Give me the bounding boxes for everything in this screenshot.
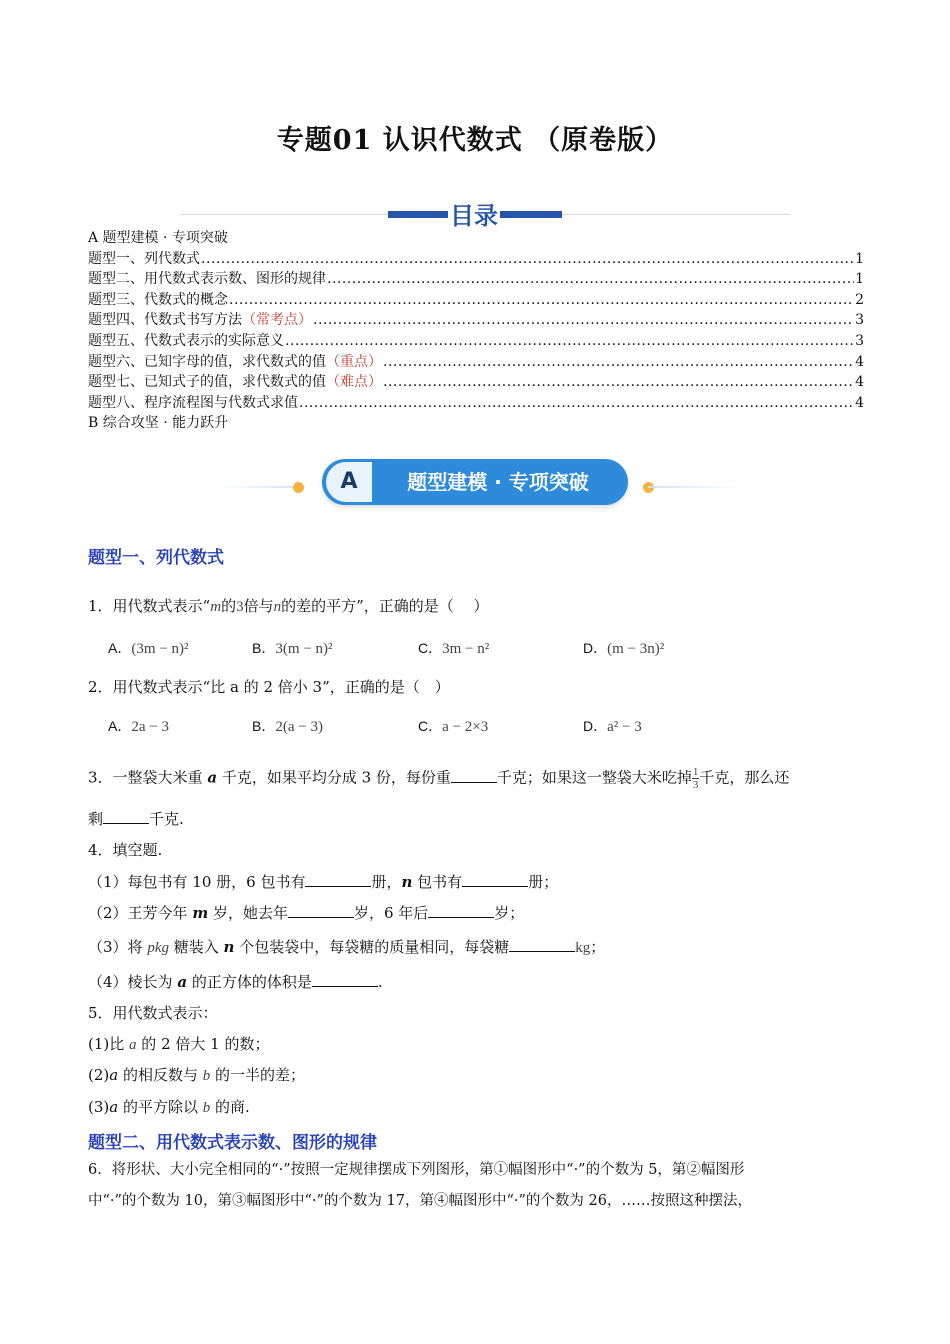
q4-part-4: （4）棱长为 a 的正方体的体积是 . (88, 973, 383, 991)
answer-blank[interactable] (305, 871, 371, 887)
answer-blank[interactable] (451, 767, 497, 783)
toc-item[interactable]: 题型二、用代数式表示数、图形的规律 ..... 1 (88, 269, 864, 290)
fraction-one-third: $\frac{1}{3}$ (692, 766, 699, 791)
q1-option-a[interactable]: A．(3m − n)² (108, 640, 189, 657)
toc-item[interactable]: 题型一、列代数式 ..... 1 (88, 249, 864, 270)
q5-part-2: (2)a 的相反数与 b 的一半的差； (88, 1066, 306, 1084)
banner-text: 题型建模 · 专项突破 (407, 470, 589, 494)
q5-part-3: (3)a 的平方除以 b 的商. (88, 1098, 250, 1116)
q4-part-1: （1）每包书有 10 册，6 包书有 册，n 包书有 册； (88, 873, 559, 891)
question-3: 3．一整袋大米重 a 千克，如果平均分成 3 份，每份重 千克；如果这一整袋大米吃掉 $\frac{1}{3}$ 千克，那么还 (88, 766, 790, 791)
answer-blank[interactable] (462, 871, 528, 887)
toc-bar-right (500, 211, 562, 218)
question-6-line-2: 中“·”的个数为 10，第③幅图形中“·”的个数为 17，第④幅图形中“·”的个数为 26，……按照这种摆法， (88, 1193, 752, 1209)
banner-dot-left (293, 482, 304, 493)
toc-divider-left (180, 214, 388, 215)
table-of-contents (88, 228, 864, 434)
answer-blank[interactable] (509, 936, 575, 952)
q1-option-b[interactable]: B．3(m − n)² (252, 640, 333, 657)
toc-bar-left (388, 211, 448, 218)
question-5: 5．用代数式表示： (88, 1004, 218, 1022)
answer-blank[interactable] (288, 902, 354, 918)
toc-item[interactable]: 题型八、程序流程图与代数式求值 ..... 4 (88, 393, 864, 414)
toc-heading: 目录 (450, 202, 498, 230)
q1-option-c[interactable]: C．3m − n² (418, 640, 490, 657)
q4-part-3: （3）将 pkg 糖装入 n 个包装袋中，每袋糖的质量相同，每袋糖 kg； (88, 938, 606, 956)
question-1: 1．用代数式表示“m的3倍与n的差的平方”，正确的是（ ） (88, 597, 489, 615)
section-heading-1: 题型一、列代数式 (88, 548, 224, 568)
answer-blank[interactable] (312, 971, 378, 987)
toc-item[interactable]: 题型四、代数式书写方法 （常考点） ..... 3 (88, 310, 864, 331)
q1-option-d[interactable]: D．(m − 3n)² (583, 640, 665, 657)
toc-tag: （难点） (326, 374, 382, 391)
toc-tag: （重点） (326, 353, 382, 370)
toc-item[interactable]: 题型六、已知字母的值，求代数式的值 （重点） ..... 4 (88, 352, 864, 373)
toc-item[interactable]: 题型七、已知式子的值，求代数式的值 （难点） ..... 4 (88, 372, 864, 393)
q2-option-b[interactable]: B．2(a − 3) (252, 718, 323, 735)
toc-part-a[interactable]: A 题型建模 · 专项突破 (88, 230, 228, 246)
banner-line-left (215, 486, 305, 488)
section-heading-2: 题型二、用代数式表示数、图形的规律 (88, 1133, 377, 1153)
toc-item[interactable]: 题型三、代数式的概念 ..... 2 (88, 290, 864, 311)
q2-option-a[interactable]: A．2a − 3 (108, 718, 169, 735)
banner-letter: A (326, 462, 372, 502)
q2-option-c[interactable]: C．a − 2×3 (418, 718, 489, 735)
question-6-line-1: 6．将形状、大小完全相同的“·”按照一定规律摆成下列图形，第①幅图形中“·”的个数为 5，第②幅图形 (88, 1162, 745, 1178)
banner-line-right (648, 486, 740, 488)
toc-divider-right (562, 214, 790, 215)
toc-tag: （常考点） (242, 312, 312, 329)
q4-part-2: （2）王芳今年 m 岁，她去年 岁，6 年后 岁； (88, 904, 525, 922)
question-3-cont: 剩 千克. (88, 810, 184, 828)
q5-part-1: (1)比 a 的 2 倍大 1 的数； (88, 1035, 270, 1053)
toc-item[interactable]: 题型五、代数式表示的实际意义 ..... 3 (88, 331, 864, 352)
question-2: 2．用代数式表示“比 a 的 2 倍小 3”，正确的是（ ） (88, 678, 450, 696)
page-title: 专题01 认识代数式 （原卷版） (276, 125, 674, 156)
answer-blank[interactable] (103, 808, 149, 824)
question-4: 4．填空题. (88, 841, 163, 859)
q2-option-d[interactable]: D．a² − 3 (583, 718, 642, 735)
answer-blank[interactable] (428, 902, 494, 918)
toc-part-b[interactable]: B 综合攻坚 · 能力跃升 (88, 415, 229, 432)
